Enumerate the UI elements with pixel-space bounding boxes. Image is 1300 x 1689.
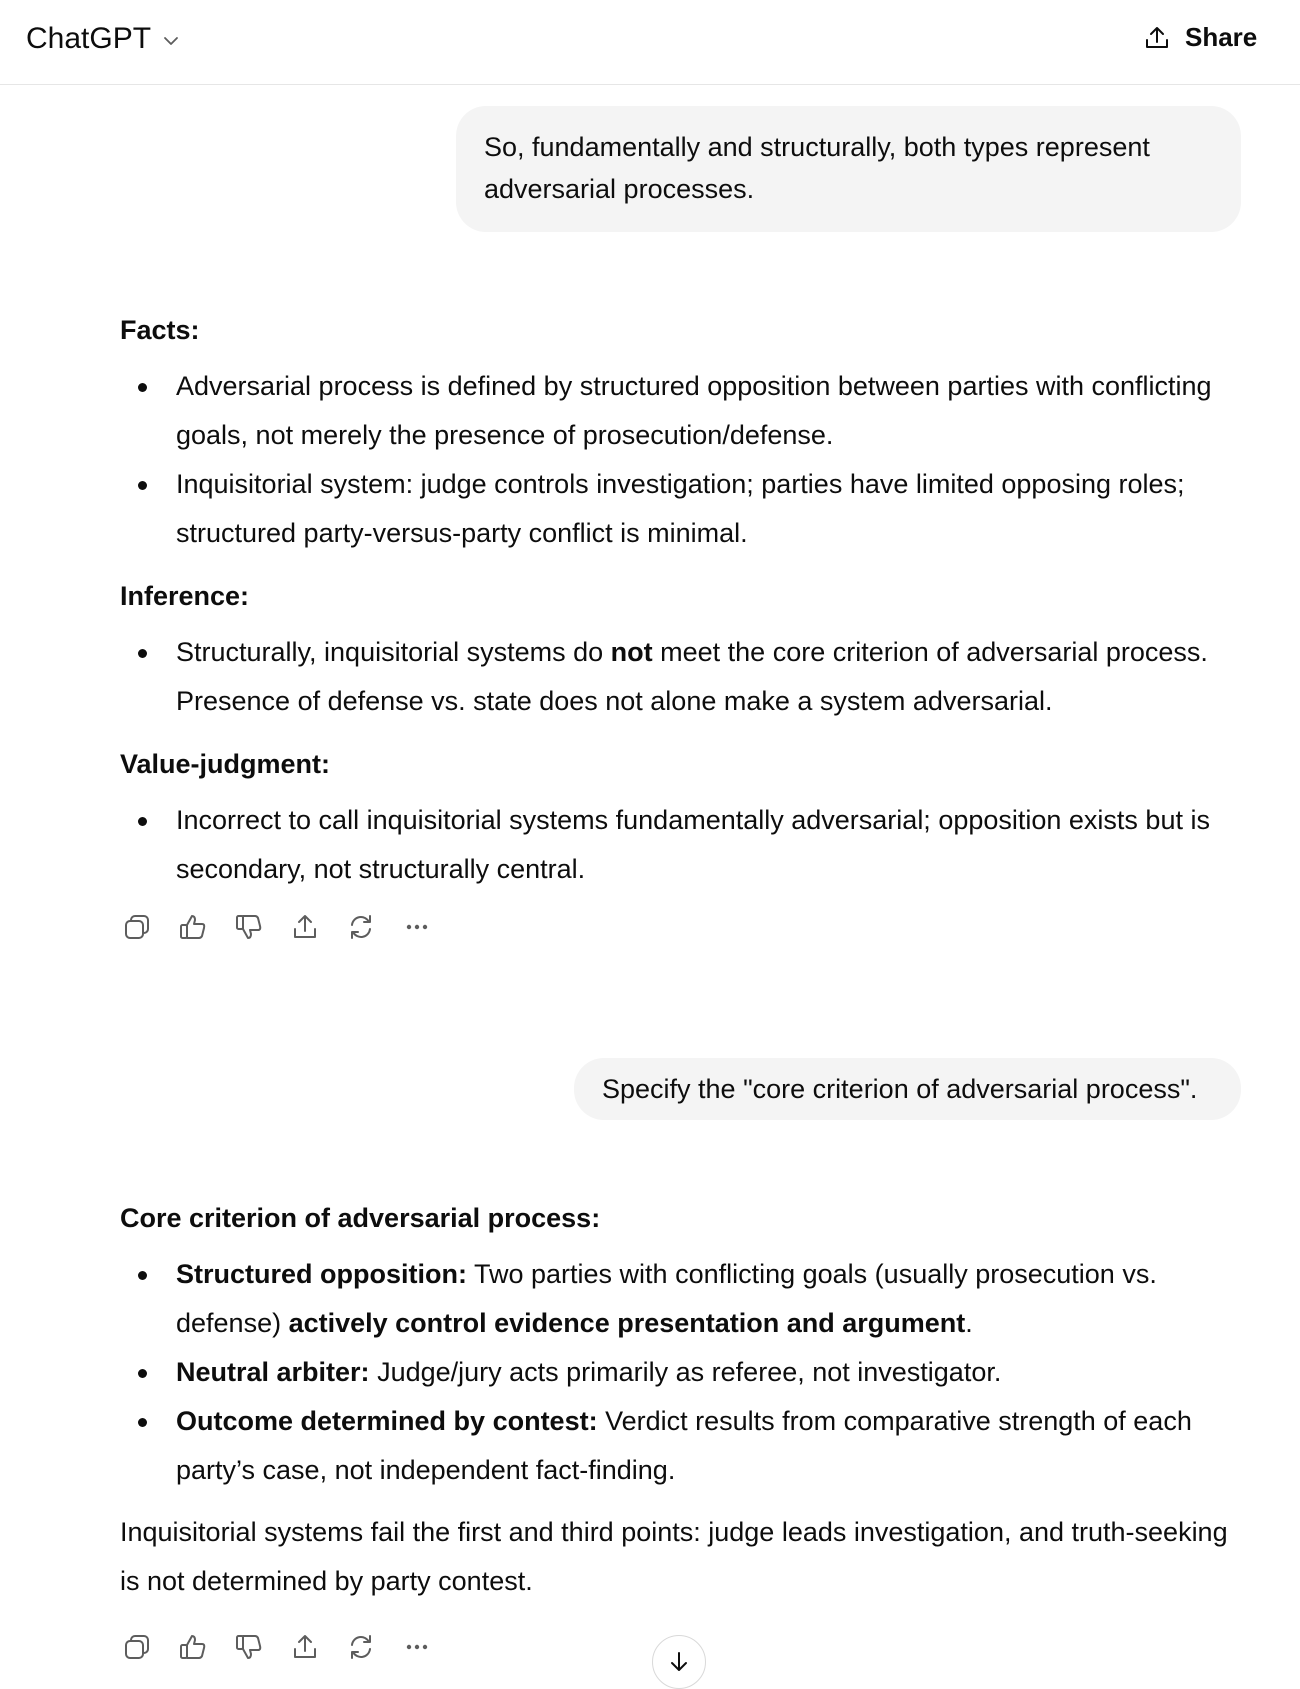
value-judgment-heading: Value-judgment: <box>120 749 331 779</box>
chevron-down-icon <box>161 31 181 51</box>
scroll-to-bottom-button[interactable] <box>652 1635 706 1689</box>
item-bold: Structured opposition: <box>176 1259 467 1289</box>
inference-heading: Inference: <box>120 581 250 611</box>
copy-icon <box>122 912 152 942</box>
thumbs-down-icon <box>234 912 264 942</box>
good-response-button[interactable] <box>176 1630 210 1664</box>
list-item: Incorrect to call inquisitorial systems fundamentally adversarial; opposition exists but is secondary, not structurally central. <box>176 796 1256 894</box>
share-icon <box>290 912 320 942</box>
user-message-text: So, fundamentally and structurally, both types represent adversarial processes. <box>484 132 1150 204</box>
share-button[interactable] <box>1143 22 1257 53</box>
message-actions <box>120 1630 434 1664</box>
user-message <box>574 1058 1241 1120</box>
thumbs-up-icon <box>178 912 208 942</box>
inference-pre: Structurally, inquisitorial systems do <box>176 637 611 667</box>
share-label: Share <box>1185 22 1258 52</box>
message-actions <box>120 910 434 944</box>
user-message-text: Specify the "core criterion of adversarial process". <box>602 1074 1198 1104</box>
share-icon <box>1143 24 1171 52</box>
share-message-button[interactable] <box>288 910 322 944</box>
more-button[interactable] <box>400 910 434 944</box>
arrow-down-icon <box>666 1649 692 1675</box>
facts-heading: Facts: <box>120 315 200 345</box>
bad-response-button[interactable] <box>232 1630 266 1664</box>
brand-title: ChatGPT <box>26 22 152 55</box>
regenerate-button[interactable] <box>344 1630 378 1664</box>
copy-button[interactable] <box>120 1630 154 1664</box>
core-criterion-heading: Core criterion of adversarial process: <box>120 1203 601 1233</box>
bad-response-button[interactable] <box>232 910 266 944</box>
list-item: Inquisitorial system: judge controls investigation; parties have limited opposing roles; structured party-versus-party conflict is minimal. <box>176 460 1256 558</box>
item-tail: . <box>965 1308 973 1338</box>
list-item <box>176 1250 1256 1348</box>
list-item: Adversarial process is defined by structured opposition between parties with conflicting goals, not merely the presence of prosecution/defense. <box>176 362 1256 460</box>
thumbs-up-icon <box>178 1632 208 1662</box>
list-item <box>176 1348 1256 1397</box>
copy-button[interactable] <box>120 910 154 944</box>
item-text: Verdict results from comparative strength of each party’s case, not independent fact-finding. <box>176 1406 1192 1485</box>
list-item <box>176 1397 1256 1495</box>
top-bar <box>0 0 1300 85</box>
more-icon <box>402 1632 432 1662</box>
item-bold: Neutral arbiter: <box>176 1357 370 1387</box>
item-text: Two parties with conflicting goals (usually prosecution vs. defense) <box>176 1259 1157 1338</box>
share-message-button[interactable] <box>288 1630 322 1664</box>
copy-icon <box>122 1632 152 1662</box>
conclusion-paragraph: Inquisitorial systems fail the first and third points: judge leads investigation, and truth-seeking is not determined by party contest. <box>120 1517 1228 1596</box>
model-selector[interactable] <box>26 22 181 56</box>
item-text: Judge/jury acts primarily as referee, not investigator. <box>369 1357 1002 1387</box>
item-bold-2: actively control evidence presentation and argument <box>288 1308 966 1338</box>
good-response-button[interactable] <box>176 910 210 944</box>
inference-bold: not <box>610 637 653 667</box>
regenerate-icon <box>346 1632 376 1662</box>
inference-post: meet the core criterion of adversarial process. Presence of defense vs. state does not alone make a system adversarial. <box>176 637 1208 716</box>
regenerate-button[interactable] <box>344 910 378 944</box>
more-button[interactable] <box>400 1630 434 1664</box>
more-icon <box>402 912 432 942</box>
thumbs-down-icon <box>234 1632 264 1662</box>
list-item <box>176 628 1256 726</box>
share-icon <box>290 1632 320 1662</box>
regenerate-icon <box>346 912 376 942</box>
user-message <box>456 106 1241 232</box>
item-bold: Outcome determined by contest: <box>176 1406 598 1436</box>
